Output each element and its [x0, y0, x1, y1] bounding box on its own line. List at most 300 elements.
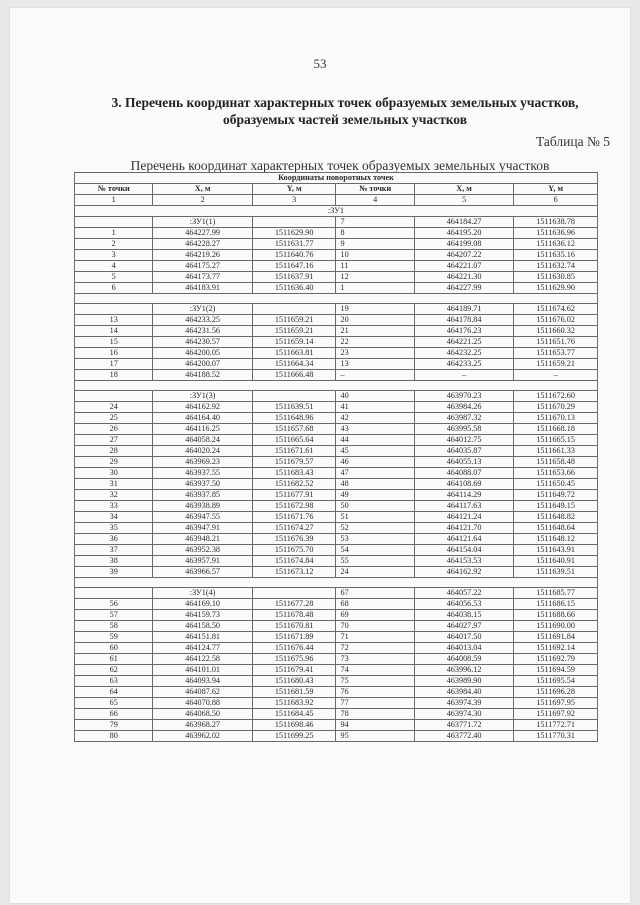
block-label-row — [75, 304, 598, 315]
x-coordinate: 464056.53 — [414, 599, 513, 610]
y-coordinate: 1511680.43 — [252, 676, 336, 687]
x-coordinate: 464121.24 — [414, 512, 513, 523]
x-coordinate: 463987.32 — [414, 413, 513, 424]
x-coordinate: 464221.07 — [414, 261, 513, 272]
x-coordinate: 463962.02 — [153, 731, 252, 742]
block-label-row — [75, 588, 598, 599]
y-coordinate: 1511688.66 — [514, 610, 598, 621]
column-header: Y, м — [514, 184, 598, 195]
x-coordinate: 464164.40 — [153, 413, 252, 424]
x-coordinate: 464176.23 — [414, 326, 513, 337]
y-coordinate: 1511698.46 — [252, 720, 336, 731]
point-number: 71 — [336, 632, 414, 643]
point-number: 73 — [336, 654, 414, 665]
point-number: 42 — [336, 413, 414, 424]
x-coordinate: 464087.62 — [153, 687, 252, 698]
y-coordinate: 1511661.33 — [514, 446, 598, 457]
table-row — [75, 490, 598, 501]
x-coordinate: 464188.52 — [153, 370, 252, 381]
point-number: 95 — [336, 731, 414, 742]
x-coordinate: 463947.55 — [153, 512, 252, 523]
x-coordinate: 463966.57 — [153, 567, 252, 578]
y-coordinate: 1511770.31 — [514, 731, 598, 742]
point-number: 7 — [336, 217, 414, 228]
table-caption: Перечень координат характерных точек образуемых земельных участков — [130, 158, 550, 173]
y-coordinate: 1511681.59 — [252, 687, 336, 698]
point-number: 25 — [75, 413, 153, 424]
point-number: 74 — [336, 665, 414, 676]
point-number: 67 — [336, 588, 414, 599]
x-coordinate: 464232.25 — [414, 348, 513, 359]
x-coordinate: – — [414, 370, 513, 381]
y-coordinate: 1511690.00 — [514, 621, 598, 632]
y-coordinate: 1511679.41 — [252, 665, 336, 676]
y-coordinate: 1511677.91 — [252, 490, 336, 501]
y-coordinate: 1511683.43 — [252, 468, 336, 479]
y-coordinate: 1511697.95 — [514, 698, 598, 709]
x-coordinate: 464175.27 — [153, 261, 252, 272]
y-coordinate: 1511676.02 — [514, 315, 598, 326]
x-coordinate: 464158.50 — [153, 621, 252, 632]
x-coordinate: 464169.10 — [153, 599, 252, 610]
table-row — [75, 665, 598, 676]
table-row — [75, 435, 598, 446]
table-row — [75, 337, 598, 348]
point-number: 65 — [75, 698, 153, 709]
table-header-row — [75, 184, 598, 195]
x-coordinate: 464068.50 — [153, 709, 252, 720]
point-number: 17 — [75, 359, 153, 370]
table-row — [75, 720, 598, 731]
point-number: 48 — [336, 479, 414, 490]
x-coordinate: 464057.22 — [414, 588, 513, 599]
y-coordinate: 1511632.74 — [514, 261, 598, 272]
x-coordinate: 464162.92 — [414, 567, 513, 578]
y-coordinate: 1511659.14 — [252, 337, 336, 348]
y-coordinate: 1511649.72 — [514, 490, 598, 501]
y-coordinate: 1511657.68 — [252, 424, 336, 435]
point-number: 38 — [75, 556, 153, 567]
table-row — [75, 239, 598, 250]
y-coordinate: 1511692.14 — [514, 643, 598, 654]
point-number: 10 — [336, 250, 414, 261]
table-row — [75, 501, 598, 512]
table-row — [75, 424, 598, 435]
point-number: 62 — [75, 665, 153, 676]
x-coordinate: 464121.64 — [414, 534, 513, 545]
table-row — [75, 250, 598, 261]
point-number: 54 — [336, 545, 414, 556]
point-number: 33 — [75, 501, 153, 512]
point-number: 44 — [336, 435, 414, 446]
y-coordinate: 1511636.96 — [514, 228, 598, 239]
point-number: 80 — [75, 731, 153, 742]
x-coordinate: 464233.25 — [414, 359, 513, 370]
empty-cell — [75, 304, 153, 315]
x-coordinate: 464101.01 — [153, 665, 252, 676]
table-body — [75, 217, 598, 742]
x-coordinate: 464055.13 — [414, 457, 513, 468]
y-coordinate: 1511684.45 — [252, 709, 336, 720]
y-coordinate: 1511631.77 — [252, 239, 336, 250]
table-row — [75, 567, 598, 578]
x-coordinate: 464200.05 — [153, 348, 252, 359]
y-coordinate: 1511665.64 — [252, 435, 336, 446]
y-coordinate: 1511674.62 — [514, 304, 598, 315]
block-label-row — [75, 217, 598, 228]
x-coordinate: 464227.99 — [153, 228, 252, 239]
point-number: 20 — [336, 315, 414, 326]
point-number: 40 — [336, 391, 414, 402]
x-coordinate: 464183.91 — [153, 283, 252, 294]
x-coordinate: 464184.27 — [414, 217, 513, 228]
block-spacer-row — [75, 578, 598, 588]
column-header: № точки — [336, 184, 414, 195]
table-row — [75, 731, 598, 742]
y-coordinate: 1511653.77 — [514, 348, 598, 359]
table-row — [75, 523, 598, 534]
y-coordinate: 1511695.54 — [514, 676, 598, 687]
empty-cell — [252, 217, 336, 228]
spacer-cell — [75, 294, 598, 304]
column-number: 3 — [252, 195, 336, 206]
y-coordinate: 1511678.48 — [252, 610, 336, 621]
table-row — [75, 261, 598, 272]
table-row — [75, 709, 598, 720]
x-coordinate: 464012.75 — [414, 435, 513, 446]
point-number: 78 — [336, 709, 414, 720]
point-number: 53 — [336, 534, 414, 545]
point-number: 19 — [336, 304, 414, 315]
point-number: 8 — [336, 228, 414, 239]
y-coordinate: 1511648.64 — [514, 523, 598, 534]
x-coordinate: 463995.58 — [414, 424, 513, 435]
x-coordinate: 464114.29 — [414, 490, 513, 501]
y-coordinate: 1511658.48 — [514, 457, 598, 468]
x-coordinate: 464231.56 — [153, 326, 252, 337]
y-coordinate: 1511653.66 — [514, 468, 598, 479]
y-coordinate: 1511649.15 — [514, 501, 598, 512]
point-number: 70 — [336, 621, 414, 632]
block-label: :ЗУ1(1) — [153, 217, 252, 228]
table-row — [75, 283, 598, 294]
empty-cell — [75, 391, 153, 402]
column-number: 1 — [75, 195, 153, 206]
x-coordinate: 464020.24 — [153, 446, 252, 457]
point-number: 58 — [75, 621, 153, 632]
point-number: 21 — [336, 326, 414, 337]
point-number: 77 — [336, 698, 414, 709]
x-coordinate: 464108.69 — [414, 479, 513, 490]
point-number: 47 — [336, 468, 414, 479]
x-coordinate: 463937.85 — [153, 490, 252, 501]
y-coordinate: 1511697.92 — [514, 709, 598, 720]
x-coordinate: 464189.71 — [414, 304, 513, 315]
column-number: 2 — [153, 195, 252, 206]
y-coordinate: 1511694.59 — [514, 665, 598, 676]
column-header: Y, м — [252, 184, 336, 195]
table-row — [75, 556, 598, 567]
y-coordinate: 1511659.21 — [252, 326, 336, 337]
point-number: 55 — [336, 556, 414, 567]
point-number: 16 — [75, 348, 153, 359]
table-row — [75, 687, 598, 698]
x-coordinate: 464173.77 — [153, 272, 252, 283]
y-coordinate: 1511639.51 — [514, 567, 598, 578]
y-coordinate: 1511651.76 — [514, 337, 598, 348]
point-number: 50 — [336, 501, 414, 512]
x-coordinate: 464093.94 — [153, 676, 252, 687]
x-coordinate: 463952.38 — [153, 545, 252, 556]
table-row — [75, 676, 598, 687]
y-coordinate: 1511676.44 — [252, 643, 336, 654]
y-coordinate: 1511648.96 — [252, 413, 336, 424]
x-coordinate: 463984.26 — [414, 402, 513, 413]
y-coordinate: 1511675.70 — [252, 545, 336, 556]
point-number: 94 — [336, 720, 414, 731]
table-row — [75, 621, 598, 632]
y-coordinate: 1511640.91 — [514, 556, 598, 567]
point-number: 13 — [336, 359, 414, 370]
point-number: 41 — [336, 402, 414, 413]
x-coordinate: 463947.91 — [153, 523, 252, 534]
point-number: 52 — [336, 523, 414, 534]
point-number: 6 — [75, 283, 153, 294]
group-label: :ЗУ1 — [75, 206, 598, 217]
y-coordinate: 1511636.12 — [514, 239, 598, 250]
point-number: 31 — [75, 479, 153, 490]
table-row — [75, 359, 598, 370]
y-coordinate: 1511647.16 — [252, 261, 336, 272]
y-coordinate: 1511670.81 — [252, 621, 336, 632]
empty-cell — [252, 304, 336, 315]
point-number: 5 — [75, 272, 153, 283]
y-coordinate: 1511638.78 — [514, 217, 598, 228]
x-coordinate: 464221.30 — [414, 272, 513, 283]
x-coordinate: 464230.57 — [153, 337, 252, 348]
column-number-row — [75, 195, 598, 206]
table-row — [75, 643, 598, 654]
table-row — [75, 698, 598, 709]
point-number: 46 — [336, 457, 414, 468]
empty-cell — [252, 391, 336, 402]
column-number: 4 — [336, 195, 414, 206]
table-row — [75, 315, 598, 326]
y-coordinate: 1511666.48 — [252, 370, 336, 381]
block-spacer-row — [75, 381, 598, 391]
table-row — [75, 446, 598, 457]
page-number: 53 — [313, 56, 327, 71]
point-number: 3 — [75, 250, 153, 261]
table-row — [75, 413, 598, 424]
x-coordinate: 464228.27 — [153, 239, 252, 250]
empty-cell — [252, 588, 336, 599]
x-coordinate: 463772.40 — [414, 731, 513, 742]
y-coordinate: 1511660.32 — [514, 326, 598, 337]
table-row — [75, 326, 598, 337]
point-number: 45 — [336, 446, 414, 457]
point-number: 66 — [75, 709, 153, 720]
column-header: № точки — [75, 184, 153, 195]
coordinates-table — [74, 172, 598, 742]
block-label: :ЗУ1(4) — [153, 588, 252, 599]
table-row — [75, 632, 598, 643]
point-number: 34 — [75, 512, 153, 523]
point-number: 37 — [75, 545, 153, 556]
table-row — [75, 479, 598, 490]
block-label: :ЗУ1(3) — [153, 391, 252, 402]
x-coordinate: 463970.23 — [414, 391, 513, 402]
x-coordinate: 463996.12 — [414, 665, 513, 676]
x-coordinate: 464159.73 — [153, 610, 252, 621]
y-coordinate: 1511648.12 — [514, 534, 598, 545]
column-number: 5 — [414, 195, 513, 206]
table-super-header: Координаты поворотных точек — [75, 173, 598, 184]
point-number: 63 — [75, 676, 153, 687]
point-number: 43 — [336, 424, 414, 435]
x-coordinate: 463984.40 — [414, 687, 513, 698]
table-row — [75, 228, 598, 239]
point-number: 51 — [336, 512, 414, 523]
point-number: 18 — [75, 370, 153, 381]
y-coordinate: 1511650.45 — [514, 479, 598, 490]
y-coordinate: 1511674.27 — [252, 523, 336, 534]
x-coordinate: 464200.07 — [153, 359, 252, 370]
x-coordinate: 464178.84 — [414, 315, 513, 326]
y-coordinate: 1511673.12 — [252, 567, 336, 578]
y-coordinate: 1511672.60 — [514, 391, 598, 402]
point-number: 15 — [75, 337, 153, 348]
x-coordinate: 463948.21 — [153, 534, 252, 545]
x-coordinate: 464154.04 — [414, 545, 513, 556]
y-coordinate: 1511629.90 — [252, 228, 336, 239]
x-coordinate: 464221.25 — [414, 337, 513, 348]
point-number: 60 — [75, 643, 153, 654]
point-number: 29 — [75, 457, 153, 468]
x-coordinate: 464227.99 — [414, 283, 513, 294]
table-row — [75, 402, 598, 413]
table-number: Таблица № 5 — [536, 134, 610, 149]
x-coordinate: 463957.91 — [153, 556, 252, 567]
x-coordinate: 464162.92 — [153, 402, 252, 413]
point-number: 32 — [75, 490, 153, 501]
y-coordinate: 1511679.57 — [252, 457, 336, 468]
point-number: 35 — [75, 523, 153, 534]
point-number: 76 — [336, 687, 414, 698]
y-coordinate: 1511685.77 — [514, 588, 598, 599]
point-number: 64 — [75, 687, 153, 698]
x-coordinate: 464070.88 — [153, 698, 252, 709]
x-coordinate: 463974.30 — [414, 709, 513, 720]
y-coordinate: 1511639.51 — [252, 402, 336, 413]
point-number: 24 — [336, 567, 414, 578]
y-coordinate: 1511671.61 — [252, 446, 336, 457]
y-coordinate: 1511691.84 — [514, 632, 598, 643]
y-coordinate: 1511643.91 — [514, 545, 598, 556]
y-coordinate: 1511663.81 — [252, 348, 336, 359]
y-coordinate: 1511686.15 — [514, 599, 598, 610]
x-coordinate: 464017.50 — [414, 632, 513, 643]
x-coordinate: 464153.53 — [414, 556, 513, 567]
x-coordinate: 464121.70 — [414, 523, 513, 534]
y-coordinate: 1511672.98 — [252, 501, 336, 512]
point-number: 12 — [336, 272, 414, 283]
x-coordinate: 463937.50 — [153, 479, 252, 490]
x-coordinate: 464219.26 — [153, 250, 252, 261]
point-number: 28 — [75, 446, 153, 457]
x-coordinate: 464027.97 — [414, 621, 513, 632]
point-number: 13 — [75, 315, 153, 326]
point-number: 24 — [75, 402, 153, 413]
point-number: 56 — [75, 599, 153, 610]
x-coordinate: 464195.20 — [414, 228, 513, 239]
x-coordinate: 464013.04 — [414, 643, 513, 654]
point-number: 22 — [336, 337, 414, 348]
x-coordinate: 464151.81 — [153, 632, 252, 643]
point-number: 59 — [75, 632, 153, 643]
y-coordinate: 1511696.28 — [514, 687, 598, 698]
point-number: 57 — [75, 610, 153, 621]
table-row — [75, 348, 598, 359]
y-coordinate: 1511692.79 — [514, 654, 598, 665]
section-heading: 3. Перечень координат характерных точек образуемых земельных участков, образуемых частей земельных участков — [111, 95, 579, 127]
point-number: 26 — [75, 424, 153, 435]
block-label-row — [75, 391, 598, 402]
point-number: 1 — [75, 228, 153, 239]
point-number: 68 — [336, 599, 414, 610]
x-coordinate: 464035.87 — [414, 446, 513, 457]
x-coordinate: 463938.89 — [153, 501, 252, 512]
y-coordinate: 1511671.89 — [252, 632, 336, 643]
x-coordinate: 464058.24 — [153, 435, 252, 446]
point-number: 11 — [336, 261, 414, 272]
x-coordinate: 464199.08 — [414, 239, 513, 250]
y-coordinate: 1511630.85 — [514, 272, 598, 283]
y-coordinate: 1511668.18 — [514, 424, 598, 435]
x-coordinate: 464124.77 — [153, 643, 252, 654]
y-coordinate: 1511676.39 — [252, 534, 336, 545]
y-coordinate: 1511665.15 — [514, 435, 598, 446]
table-row — [75, 654, 598, 665]
y-coordinate: 1511664.34 — [252, 359, 336, 370]
point-number: 75 — [336, 676, 414, 687]
x-coordinate: 464233.25 — [153, 315, 252, 326]
y-coordinate: 1511674.84 — [252, 556, 336, 567]
y-coordinate: 1511659.21 — [252, 315, 336, 326]
x-coordinate: 463974.39 — [414, 698, 513, 709]
y-coordinate: 1511629.90 — [514, 283, 598, 294]
column-header: X, м — [153, 184, 252, 195]
table-row — [75, 370, 598, 381]
point-number: 23 — [336, 348, 414, 359]
point-number: 30 — [75, 468, 153, 479]
point-number: 61 — [75, 654, 153, 665]
x-coordinate: 464088.07 — [414, 468, 513, 479]
x-coordinate: 463771.72 — [414, 720, 513, 731]
point-number: 79 — [75, 720, 153, 731]
y-coordinate: 1511648.82 — [514, 512, 598, 523]
column-header: X, м — [414, 184, 513, 195]
y-coordinate: – — [514, 370, 598, 381]
spacer-cell — [75, 381, 598, 391]
table-row — [75, 272, 598, 283]
block-label: :ЗУ1(2) — [153, 304, 252, 315]
y-coordinate: 1511659.21 — [514, 359, 598, 370]
y-coordinate: 1511671.76 — [252, 512, 336, 523]
table-row — [75, 457, 598, 468]
y-coordinate: 1511699.25 — [252, 731, 336, 742]
point-number: 69 — [336, 610, 414, 621]
